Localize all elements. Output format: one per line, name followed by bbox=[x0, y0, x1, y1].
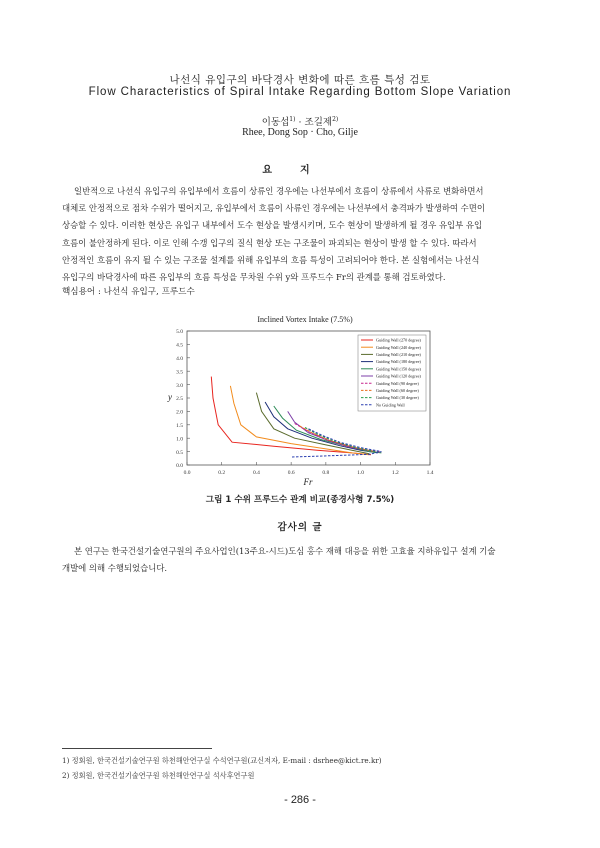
y-tick-label: 0.0 bbox=[176, 463, 183, 470]
x-tick-label: 0.6 bbox=[287, 470, 295, 476]
figure-caption: 그림 1 수위 프루드수 관계 비교(종경사형 7.5%) bbox=[205, 495, 395, 505]
y-tick-label: 0.5 bbox=[176, 449, 183, 456]
abstract-heading: 요지 bbox=[262, 165, 338, 176]
acknowledgement-heading: 감사의 글 bbox=[277, 522, 323, 533]
y-tick-label: 4.5 bbox=[176, 342, 183, 349]
y-tick-label: 2.0 bbox=[176, 409, 183, 416]
x-tick-label: 0.4 bbox=[252, 470, 260, 476]
legend-label: Guiding Wall (270 degree) bbox=[376, 337, 421, 343]
y-tick-label: 1.5 bbox=[176, 423, 183, 429]
y-tick-label: 4.0 bbox=[176, 356, 183, 362]
legend-label: No Guiding Wall bbox=[376, 402, 405, 408]
legend-label: Guiding Wall (120 degree) bbox=[376, 373, 421, 379]
footnote-1: 1) 정회원, 한국건설기술연구원 하천해안연구실 수석연구원(교신저자, E-mail : dsrhee@kict.re.kr) bbox=[62, 756, 382, 765]
acknowledgement-line: 본 연구는 한국건설기술연구원의 주요사업인(13주요-시드)도심 홍수 재해 대응을 위한 고효율 지하유입구 설계 기술 bbox=[74, 546, 496, 556]
title-korean: 나선식 유입구의 바닥경사 변화에 따른 흐름 특성 검토 bbox=[169, 74, 431, 86]
legend-label: Guiding Wall (60 degree) bbox=[376, 388, 419, 393]
legend-label: Guiding Wall (210 degree) bbox=[376, 352, 421, 357]
y-axis-label: y bbox=[168, 392, 172, 402]
chart-title: Inclined Vortex Intake (7.5%) bbox=[257, 315, 353, 324]
x-axis-ticks bbox=[184, 462, 434, 476]
legend-label: Guiding Wall (90 degree) bbox=[376, 380, 419, 386]
abstract-line: 대체로 안정적으로 점차 수위가 떨어지고, 유입부에서 흐름이 사류인 경우에는 나선부에서 충격파가 발생하여 수면이 bbox=[62, 203, 485, 214]
author-name-2: · 조길제 bbox=[295, 117, 333, 128]
legend-label: Guiding Wall (240 degree) bbox=[376, 344, 421, 350]
chart bbox=[160, 308, 450, 488]
series-group bbox=[211, 377, 381, 457]
legend-label: Guiding Wall (180 degree) bbox=[376, 359, 421, 365]
author-name-1: 이동섭 bbox=[261, 117, 290, 128]
y-tick-label: 3.5 bbox=[176, 369, 183, 376]
abstract-line: 일반적으로 나선식 유입구의 유입부에서 흐름이 상류인 경우에는 나선부에서 흐름이 상류에서 사류로 변화하면서 bbox=[74, 186, 484, 196]
author-sup-2: 2) bbox=[332, 115, 339, 123]
series-line bbox=[256, 393, 369, 454]
authors-korean bbox=[0, 114, 600, 128]
x-axis-label: Fr bbox=[303, 477, 313, 487]
footnote-divider bbox=[62, 748, 212, 749]
x-tick-label: 1.4 bbox=[426, 470, 434, 476]
legend-label: Guiding Wall (30 degree) bbox=[376, 395, 419, 401]
y-tick-label: 3.0 bbox=[176, 382, 183, 389]
legend bbox=[358, 335, 426, 411]
y-axis-ticks bbox=[176, 329, 190, 469]
acknowledgement-body bbox=[62, 543, 538, 577]
x-tick-label: 0.8 bbox=[322, 470, 330, 476]
x-tick-label: 1.2 bbox=[391, 470, 399, 476]
abstract-body bbox=[62, 183, 538, 286]
y-tick-label: 2.5 bbox=[176, 396, 183, 403]
y-tick-label: 1.0 bbox=[176, 436, 183, 443]
x-tick-label: 0.0 bbox=[183, 470, 191, 476]
legend-label: Guiding Wall (150 degree) bbox=[376, 366, 421, 372]
footnote-2: 2) 정회원, 한국건설기술연구원 하천해안연구실 석사후연구원 bbox=[62, 771, 255, 780]
x-tick-label: 0.2 bbox=[218, 470, 226, 476]
page-number: - 286 - bbox=[284, 794, 316, 806]
x-tick-label: 1.0 bbox=[357, 470, 365, 476]
abstract-line: 안정적인 흐름이 유지 될 수 있는 구조물 설계를 위해 유입부의 흐름 특성이 고려되어야 한다. 본 실험에서는 나선식 bbox=[62, 254, 480, 265]
keywords: 핵심용어 : 나선식 유입구, 프루드수 bbox=[62, 287, 195, 297]
abstract-line: 상승할 수 있다. 이러한 현상은 유입구 내부에서 도수 현상을 발생시키며, 도수 현상이 발생하게 될 경우 유입부 유입 bbox=[62, 220, 483, 231]
acknowledgement-line: 개발에 의해 수행되었습니다. bbox=[62, 563, 168, 574]
y-tick-label: 5.0 bbox=[176, 329, 183, 336]
author-sup-1: 1) bbox=[289, 115, 296, 123]
abstract-line: 유입구의 바닥경사에 따른 유입부의 흐름 특성을 무차원 수위 y와 프루드수 Fr의 관계를 통해 검토하였다. bbox=[62, 271, 446, 282]
abstract-line: 흐름이 불안정하게 된다. 이로 인해 수갱 입구의 질식 현상 또는 구조물이 파괴되는 현상이 발생 할 수 있다. 따라서 bbox=[62, 237, 477, 248]
series-line bbox=[211, 377, 371, 455]
title-english: Flow Characteristics of Spiral Intake Regarding Bottom Slope Variation bbox=[88, 86, 512, 98]
authors-english: Rhee, Dong Sop · Cho, Gilje bbox=[242, 127, 358, 138]
